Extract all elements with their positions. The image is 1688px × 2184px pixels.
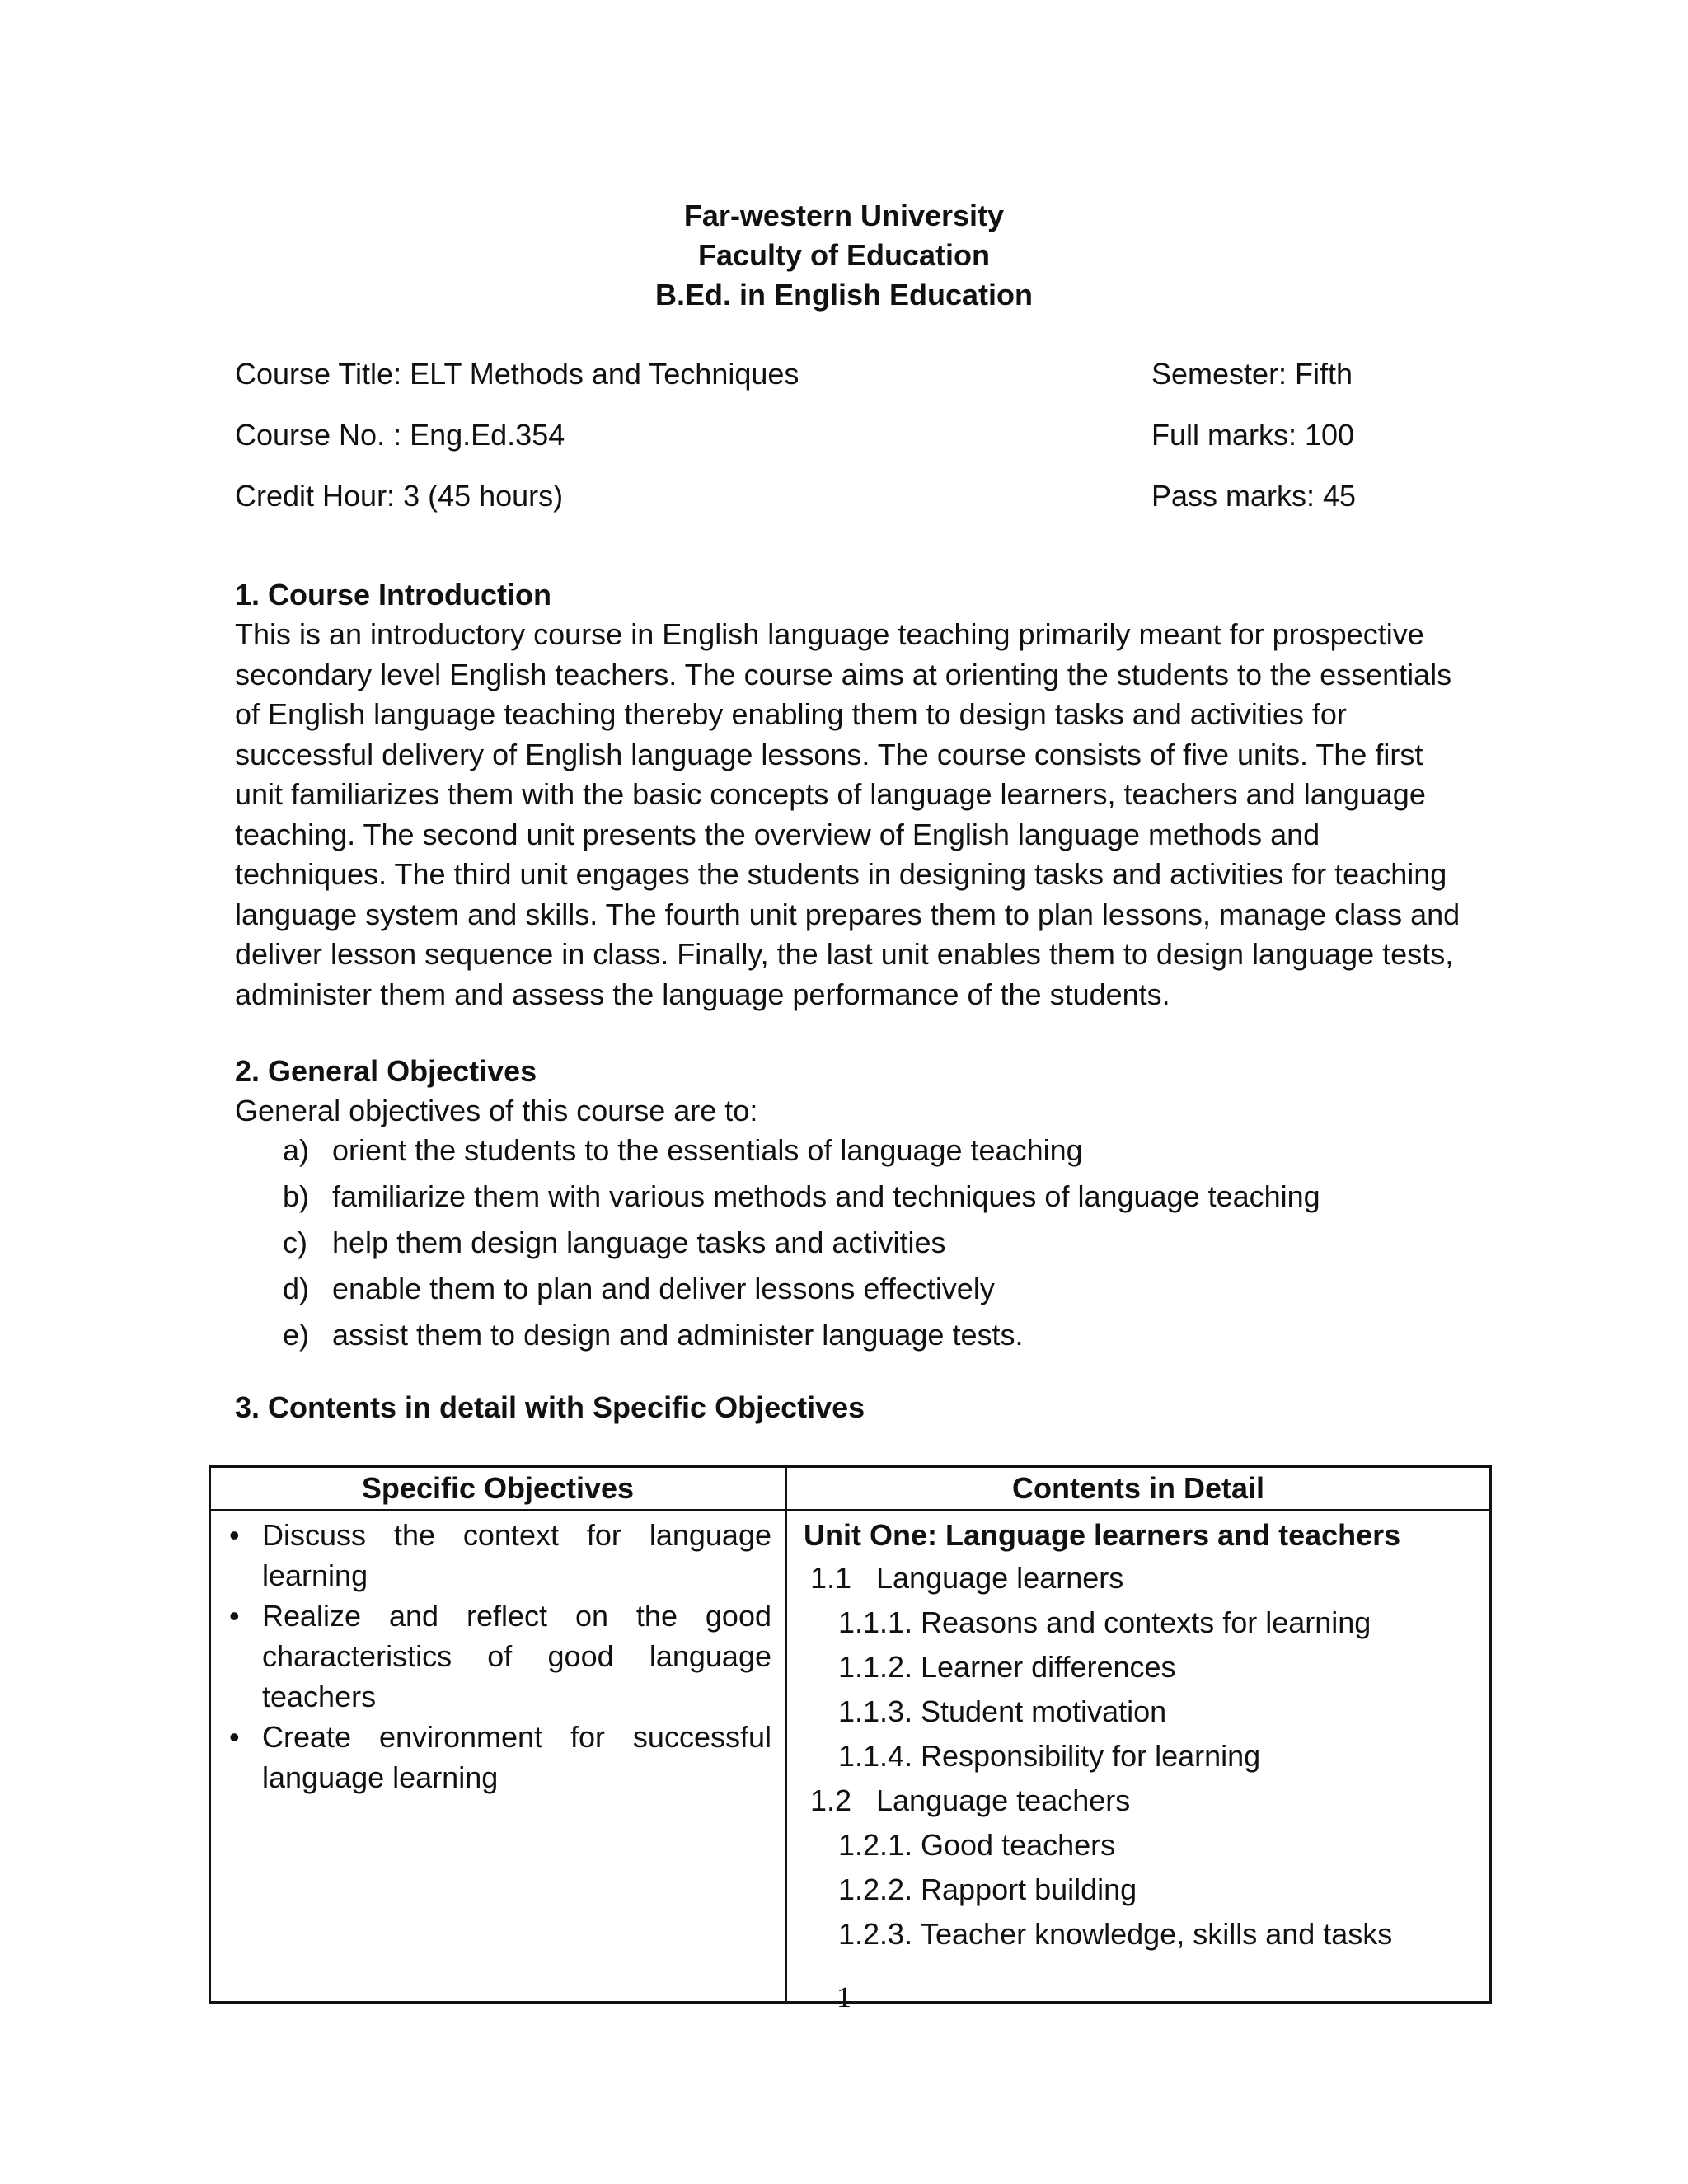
- content-number: 1.2.1.: [838, 1828, 913, 1862]
- list-item: [235, 1315, 1463, 1361]
- paragraph-line: deliver lesson sequence in class. Finally, the last unit enables them to design language tests,: [235, 937, 1454, 971]
- paragraph-line: techniques. The third unit engages the students in designing tasks and activities for teaching: [235, 857, 1447, 891]
- section-heading: 3. Contents in detail with Specific Objectives: [235, 1390, 865, 1424]
- bullet-icon: •: [229, 1518, 240, 1552]
- list-marker: e): [283, 1318, 310, 1352]
- objectives-lead: General objectives of this course are to:: [235, 1094, 758, 1127]
- objectives-list: [235, 1131, 1463, 1361]
- content-item: [804, 1734, 1481, 1779]
- list-item: [235, 1269, 1463, 1315]
- content-text: Language learners: [876, 1561, 1124, 1595]
- contents-table: [209, 1465, 1492, 2004]
- objective-text: Discuss the context for language learning: [262, 1518, 771, 1592]
- objective-bullet: [224, 1596, 771, 1717]
- list-item: [235, 1223, 1463, 1269]
- content-item: [804, 1779, 1481, 1823]
- list-text: familiarize them with various methods and techniques of language teaching: [332, 1179, 1320, 1213]
- content-number: 1.1.2.: [838, 1650, 913, 1684]
- content-item: [804, 1912, 1481, 1957]
- table-header-row: [210, 1467, 1491, 1511]
- list-item: [235, 1131, 1463, 1177]
- content-text: Teacher knowledge, skills and tasks: [921, 1917, 1393, 1951]
- introduction-paragraph: [235, 615, 1463, 1015]
- content-number: 1.2.3.: [838, 1917, 913, 1951]
- content-item: [804, 1823, 1481, 1868]
- contents-cell: [786, 1511, 1491, 2003]
- content-item: [804, 1601, 1481, 1645]
- general-objectives-section: [235, 1052, 1463, 1361]
- content-number: 1.2.2.: [838, 1872, 913, 1906]
- course-info: [235, 354, 1389, 537]
- objectives-cell: [210, 1511, 786, 2003]
- content-text: Good teachers: [921, 1828, 1116, 1862]
- content-text: Learner differences: [921, 1650, 1176, 1684]
- column-header-objectives: Specific Objectives: [210, 1467, 786, 1511]
- content-text: Responsibility for learning: [921, 1739, 1261, 1773]
- full-marks: Full marks: 100: [1151, 418, 1355, 452]
- content-item: [804, 1556, 1481, 1601]
- content-number: 1.1.1.: [838, 1605, 913, 1639]
- list-marker: b): [283, 1179, 310, 1213]
- list-item: [235, 1177, 1463, 1223]
- list-text: enable them to plan and deliver lessons effectively: [332, 1272, 995, 1305]
- content-item: [804, 1868, 1481, 1912]
- pass-marks: Pass marks: 45: [1151, 479, 1357, 513]
- semester: Semester: Fifth: [1151, 357, 1353, 391]
- list-marker: d): [283, 1272, 310, 1305]
- column-header-contents: Contents in Detail: [786, 1467, 1491, 1511]
- paragraph-line: This is an introductory course in English language teaching primarily meant for prospective: [235, 617, 1424, 651]
- page-number: 1: [837, 1980, 851, 2013]
- bullet-icon: •: [229, 1720, 240, 1754]
- section-heading: 2. General Objectives: [235, 1054, 537, 1088]
- course-info-row: [235, 476, 1389, 537]
- list-marker: c): [283, 1226, 307, 1259]
- list-text: help them design language tasks and activities: [332, 1226, 946, 1259]
- paragraph-line: of English language teaching thereby enabling them to design tasks and activities for: [235, 697, 1347, 731]
- course-introduction-section: [235, 575, 1463, 1015]
- unit-title: Unit One: Language learners and teachers: [804, 1518, 1401, 1552]
- content-text: Student motivation: [921, 1694, 1167, 1728]
- content-item: [804, 1690, 1481, 1734]
- paragraph-line: successful delivery of English language lessons. The course consists of five units. The first: [235, 737, 1423, 771]
- bullet-icon: •: [229, 1599, 240, 1633]
- content-number: 1.1.3.: [838, 1694, 913, 1728]
- content-number: 1.1.4.: [838, 1739, 913, 1773]
- paragraph-line: language system and skills. The fourth unit prepares them to plan lessons, manage class and: [235, 897, 1461, 931]
- content-number: 1.2: [810, 1783, 852, 1817]
- paragraph-line: secondary level English teachers. The course aims at orienting the students to the essentials: [235, 657, 1452, 691]
- paragraph-line: unit familiarizes them with the basic concepts of language learners, teachers and language: [235, 777, 1426, 811]
- objective-bullet: [224, 1515, 771, 1596]
- paragraph-line: teaching. The second unit presents the overview of English language methods and: [235, 817, 1320, 851]
- objective-bullet: [224, 1717, 771, 1797]
- program-name: B.Ed. in English Education: [654, 278, 1033, 312]
- content-text: Rapport building: [921, 1872, 1137, 1906]
- paragraph-line: administer them and assess the language performance of the students.: [235, 977, 1170, 1011]
- contents-section: [235, 1388, 1463, 1427]
- list-text: assist them to design and administer language tests.: [332, 1318, 1024, 1352]
- content-text: Reasons and contexts for learning: [921, 1605, 1372, 1639]
- course-info-row: [235, 415, 1389, 476]
- section-heading: 1. Course Introduction: [235, 578, 552, 612]
- content-item: [804, 1645, 1481, 1690]
- course-info-row: [235, 354, 1389, 415]
- course-number: Course No. : Eng.Ed.354: [235, 418, 565, 452]
- list-text: orient the students to the essentials of language teaching: [332, 1133, 1083, 1167]
- content-text: Language teachers: [876, 1783, 1131, 1817]
- table-row: [210, 1511, 1491, 2003]
- objective-text: Create environment for successful language learning: [262, 1720, 771, 1794]
- content-number: 1.1: [810, 1561, 852, 1595]
- faculty-name: Faculty of Education: [697, 238, 991, 272]
- university-name: Far-western University: [683, 199, 1005, 232]
- objective-text: Realize and reflect on the good characteristics of good language teachers: [262, 1599, 771, 1713]
- document-header: [0, 196, 1688, 315]
- list-marker: a): [283, 1133, 310, 1167]
- course-title: Course Title: ELT Methods and Techniques: [235, 357, 799, 391]
- credit-hour: Credit Hour: 3 (45 hours): [235, 479, 564, 513]
